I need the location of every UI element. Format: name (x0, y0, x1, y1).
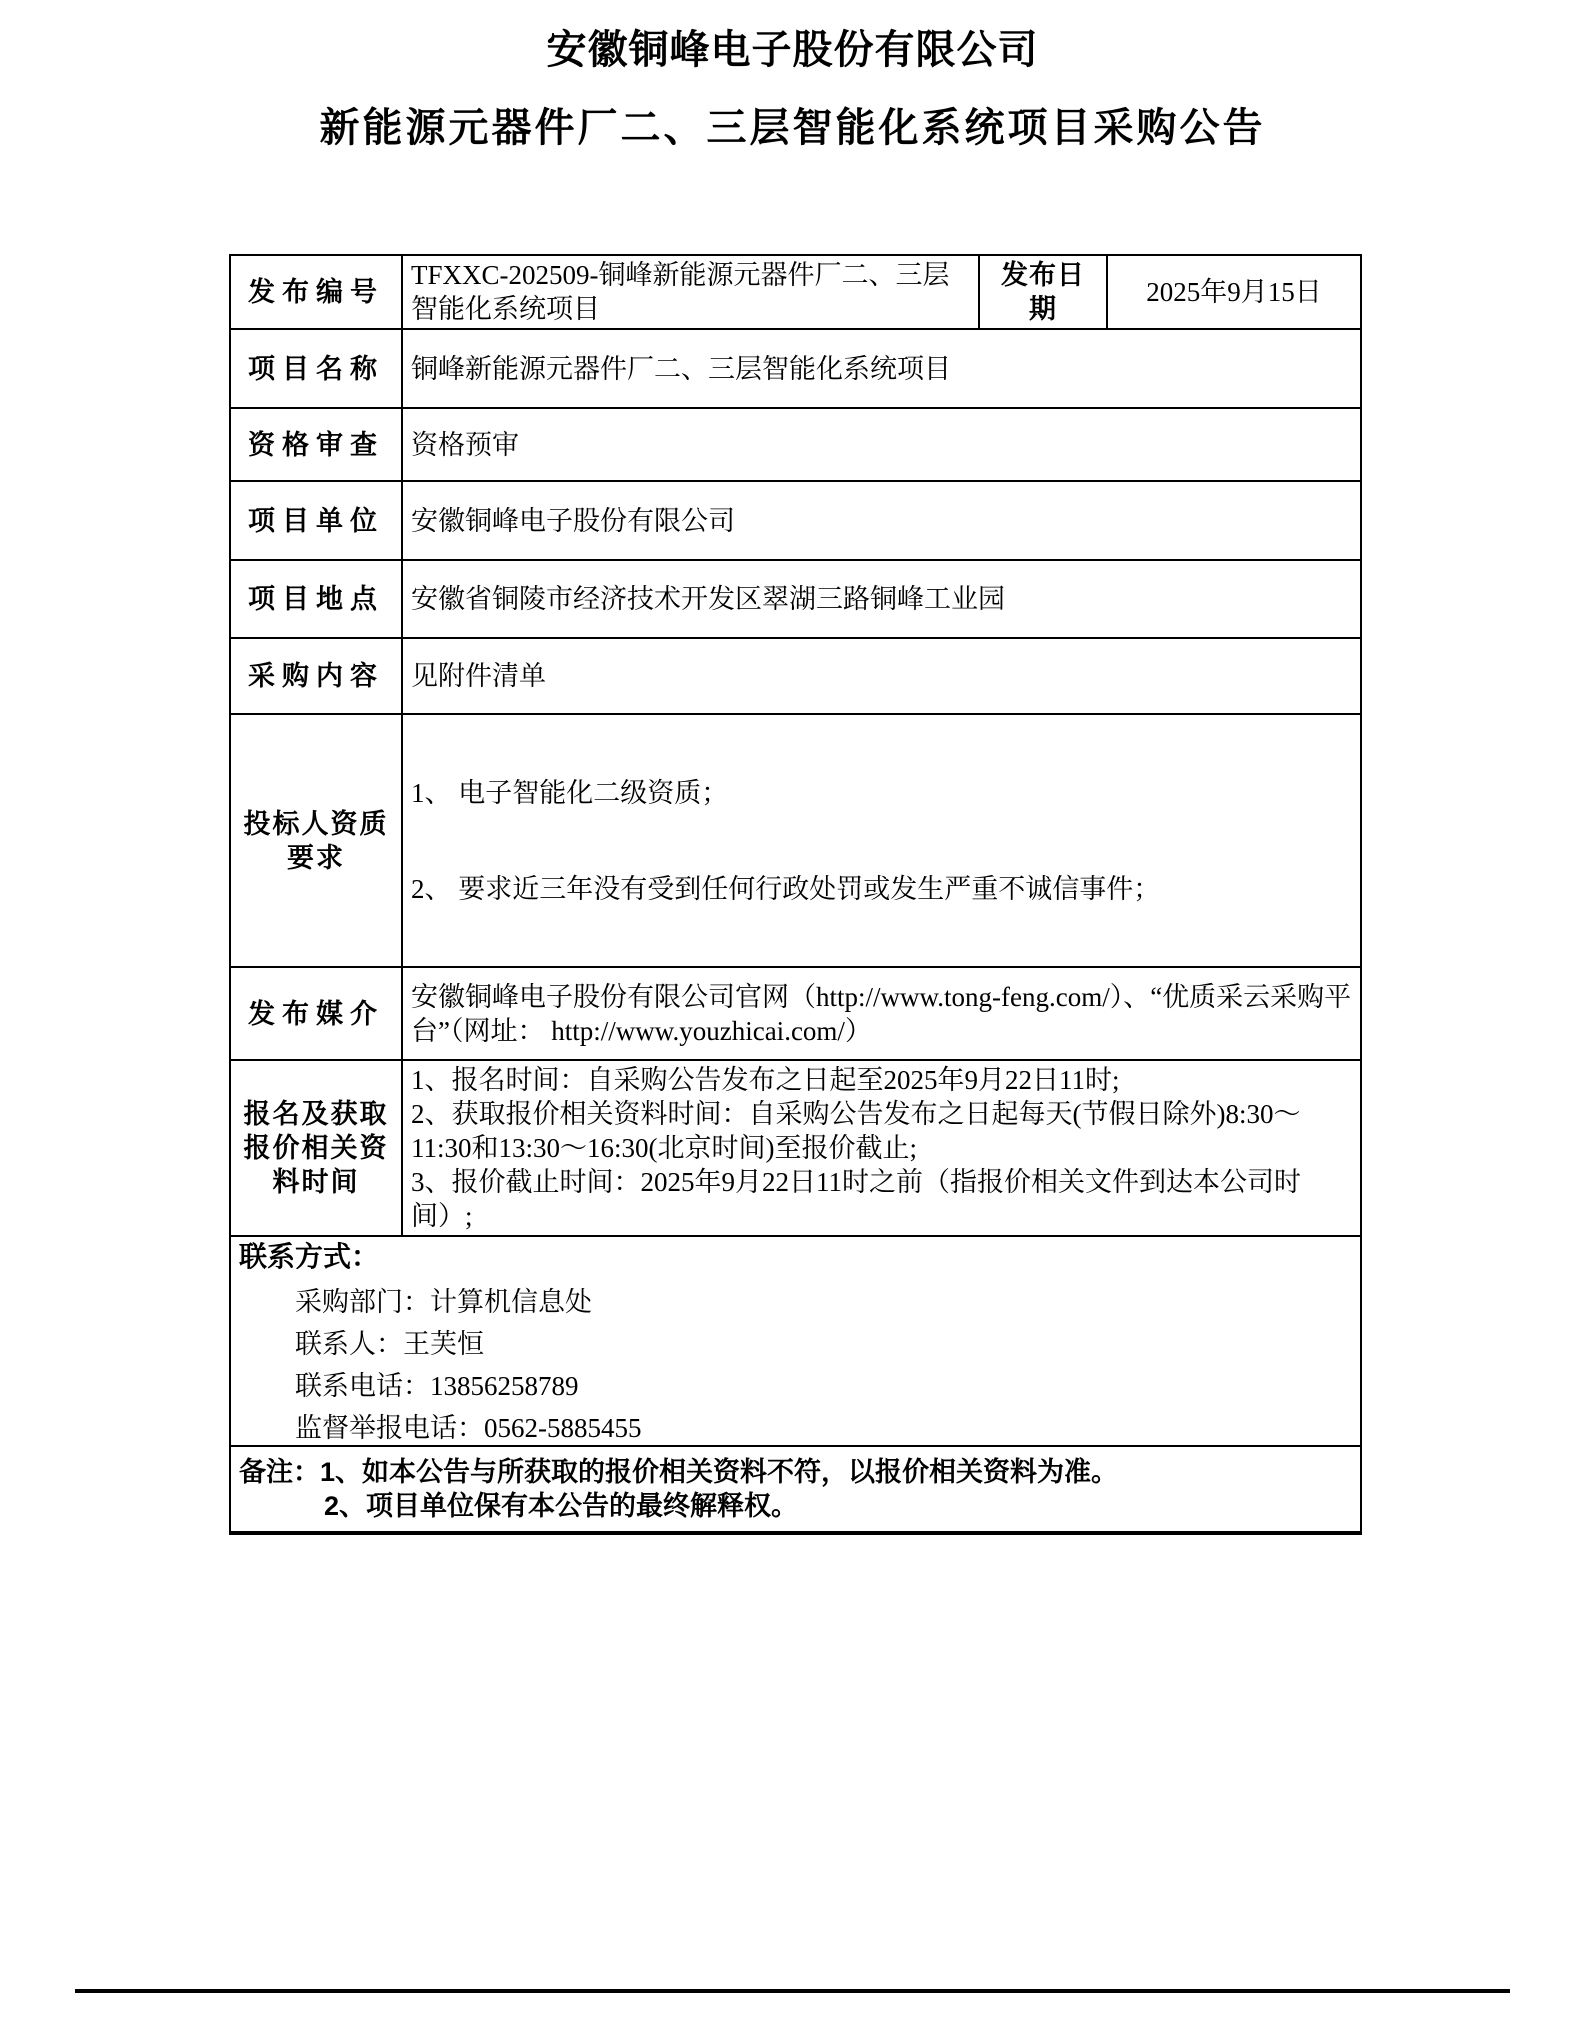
publish-no-value: TFXXC-202509-铜峰新能源元器件厂二、三层智能化系统项目 (402, 255, 979, 329)
contact-person: 联系人：王芙恒 (295, 1329, 484, 1359)
row-project-location (230, 560, 1361, 638)
row-project-name (230, 329, 1361, 408)
project-name-label: 项目名称 (230, 329, 402, 408)
contact-cell (230, 1236, 1361, 1446)
registration-time-label: 报名及获取报价相关资料时间 (230, 1060, 402, 1236)
remarks-line-2: 2、项目单位保有本公告的最终解释权。 (324, 1491, 799, 1521)
row-procurement-content (230, 638, 1361, 714)
project-location-value: 安徽省铜陵市经济技术开发区翠湖三路铜峰工业园 (402, 560, 1361, 638)
registration-item-2: 2、获取报价相关资料时间：自采购公告发布之日起每天(节假日除外)8:30～11:30和13:30～16:30(北京时间)至报价截止; (411, 1099, 1301, 1163)
remarks-line-1: 备注：1、如本公告与所获取的报价相关资料不符，以报价相关资料为准。 (239, 1457, 1119, 1487)
registration-time-value (402, 1060, 1361, 1236)
publish-no-label: 发布编号 (230, 255, 402, 329)
publish-date-label: 发布日期 (979, 255, 1107, 329)
bidder-qualification-label: 投标人资质要求 (230, 714, 402, 967)
contact-phone: 联系电话：13856258789 (295, 1371, 579, 1401)
bidder-qualification-value (402, 714, 1361, 967)
row-registration-time (230, 1060, 1361, 1236)
row-remarks (230, 1446, 1361, 1533)
project-name-value: 铜峰新能源元器件厂二、三层智能化系统项目 (402, 329, 1361, 408)
qualification-label: 资格审查 (230, 408, 402, 481)
procurement-content-value: 见附件清单 (402, 638, 1361, 714)
registration-item-3: 3、报价截止时间：2025年9月22日11时之前（指报价相关文件到达本公司时间）; (411, 1167, 1301, 1231)
contact-supervision-phone: 监督举报电话：0562-5885455 (295, 1413, 642, 1443)
row-bidder-qualification (230, 714, 1361, 967)
publish-media-label: 发布媒介 (230, 967, 402, 1060)
contact-heading: 联系方式： (239, 1241, 380, 1272)
bidder-requirement-2: 2、 要求近三年没有受到任何行政处罚或发生严重不诚信事件； (411, 873, 1161, 904)
publish-date-value: 2025年9月15日 (1107, 255, 1361, 329)
company-title: 安徽铜峰电子股份有限公司 (546, 28, 1039, 72)
project-unit-value: 安徽铜峰电子股份有限公司 (402, 481, 1361, 560)
row-publish-media (230, 967, 1361, 1060)
footer-divider (75, 1989, 1510, 1993)
project-location-label: 项目地点 (230, 560, 402, 638)
announcement-table (229, 254, 1362, 1535)
contact-department: 采购部门：计算机信息处 (295, 1287, 592, 1317)
row-publish-no (230, 255, 1361, 329)
announcement-title: 新能源元器件厂二、三层智能化系统项目采购公告 (319, 106, 1266, 150)
row-qualification (230, 408, 1361, 481)
qualification-value: 资格预审 (402, 408, 1361, 481)
project-unit-label: 项目单位 (230, 481, 402, 560)
bidder-requirement-1: 1、 电子智能化二级资质； (411, 777, 729, 808)
row-project-unit (230, 481, 1361, 560)
row-contact (230, 1236, 1361, 1446)
publish-media-value: 安徽铜峰电子股份有限公司官网（http://www.tong-feng.com/）、“优质采云采购平台”（网址： http://www.youzhicai.com/） (402, 967, 1361, 1060)
procurement-content-label: 采购内容 (230, 638, 402, 714)
registration-item-1: 1、报名时间：自采购公告发布之日起至2025年9月22日11时; (411, 1065, 1120, 1095)
remarks-cell (230, 1446, 1361, 1533)
